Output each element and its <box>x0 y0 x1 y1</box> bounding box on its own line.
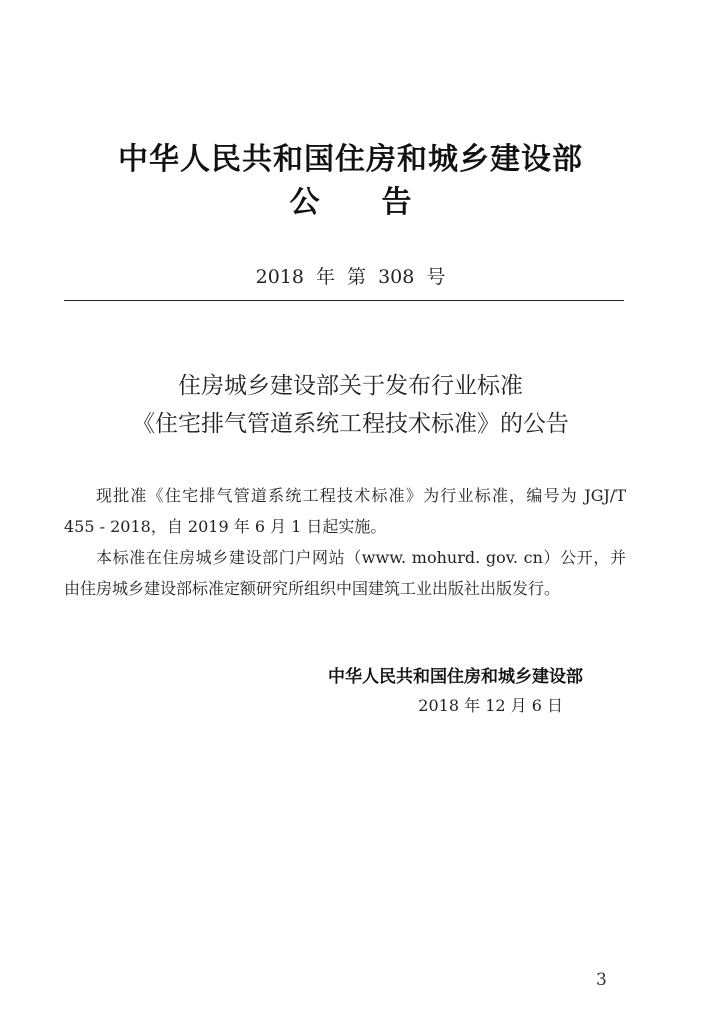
document-number: 2018 年 第 308 号 <box>255 266 446 288</box>
notice-subject <box>0 367 701 443</box>
subject-line-2: 《住宅排气管道系统工程技术标准》的公告 <box>132 411 569 437</box>
notice-char-1: 公 <box>289 185 320 220</box>
issue-date: 2018 年 12 月 6 日 <box>418 696 563 715</box>
notice-body <box>64 480 626 604</box>
body-paragraph-1: 现批准《住宅排气管道系统工程技术标准》为行业标准，编号为 JGJ/T 455 - 2018，自 2019 年 6 月 1 日起实施。 <box>64 486 626 536</box>
body-paragraph-2: 本标准在住房城乡建设部门户网站（www. mohurd. gov. cn）公开，并由住房城乡建设部标准定额研究所组织中国建筑工业出版社出版发行。 <box>64 548 626 598</box>
notice-heading <box>0 177 701 221</box>
ministry-title: 中华人民共和国住房和城乡建设部 <box>118 142 583 177</box>
page-number: 3 <box>596 970 607 990</box>
notice-char-2: 告 <box>381 185 412 220</box>
subject-line-1: 住房城乡建设部关于发布行业标准 <box>178 373 523 399</box>
issuer-signature: 中华人民共和国住房和城乡建设部 <box>328 667 583 687</box>
header-divider <box>64 300 624 301</box>
